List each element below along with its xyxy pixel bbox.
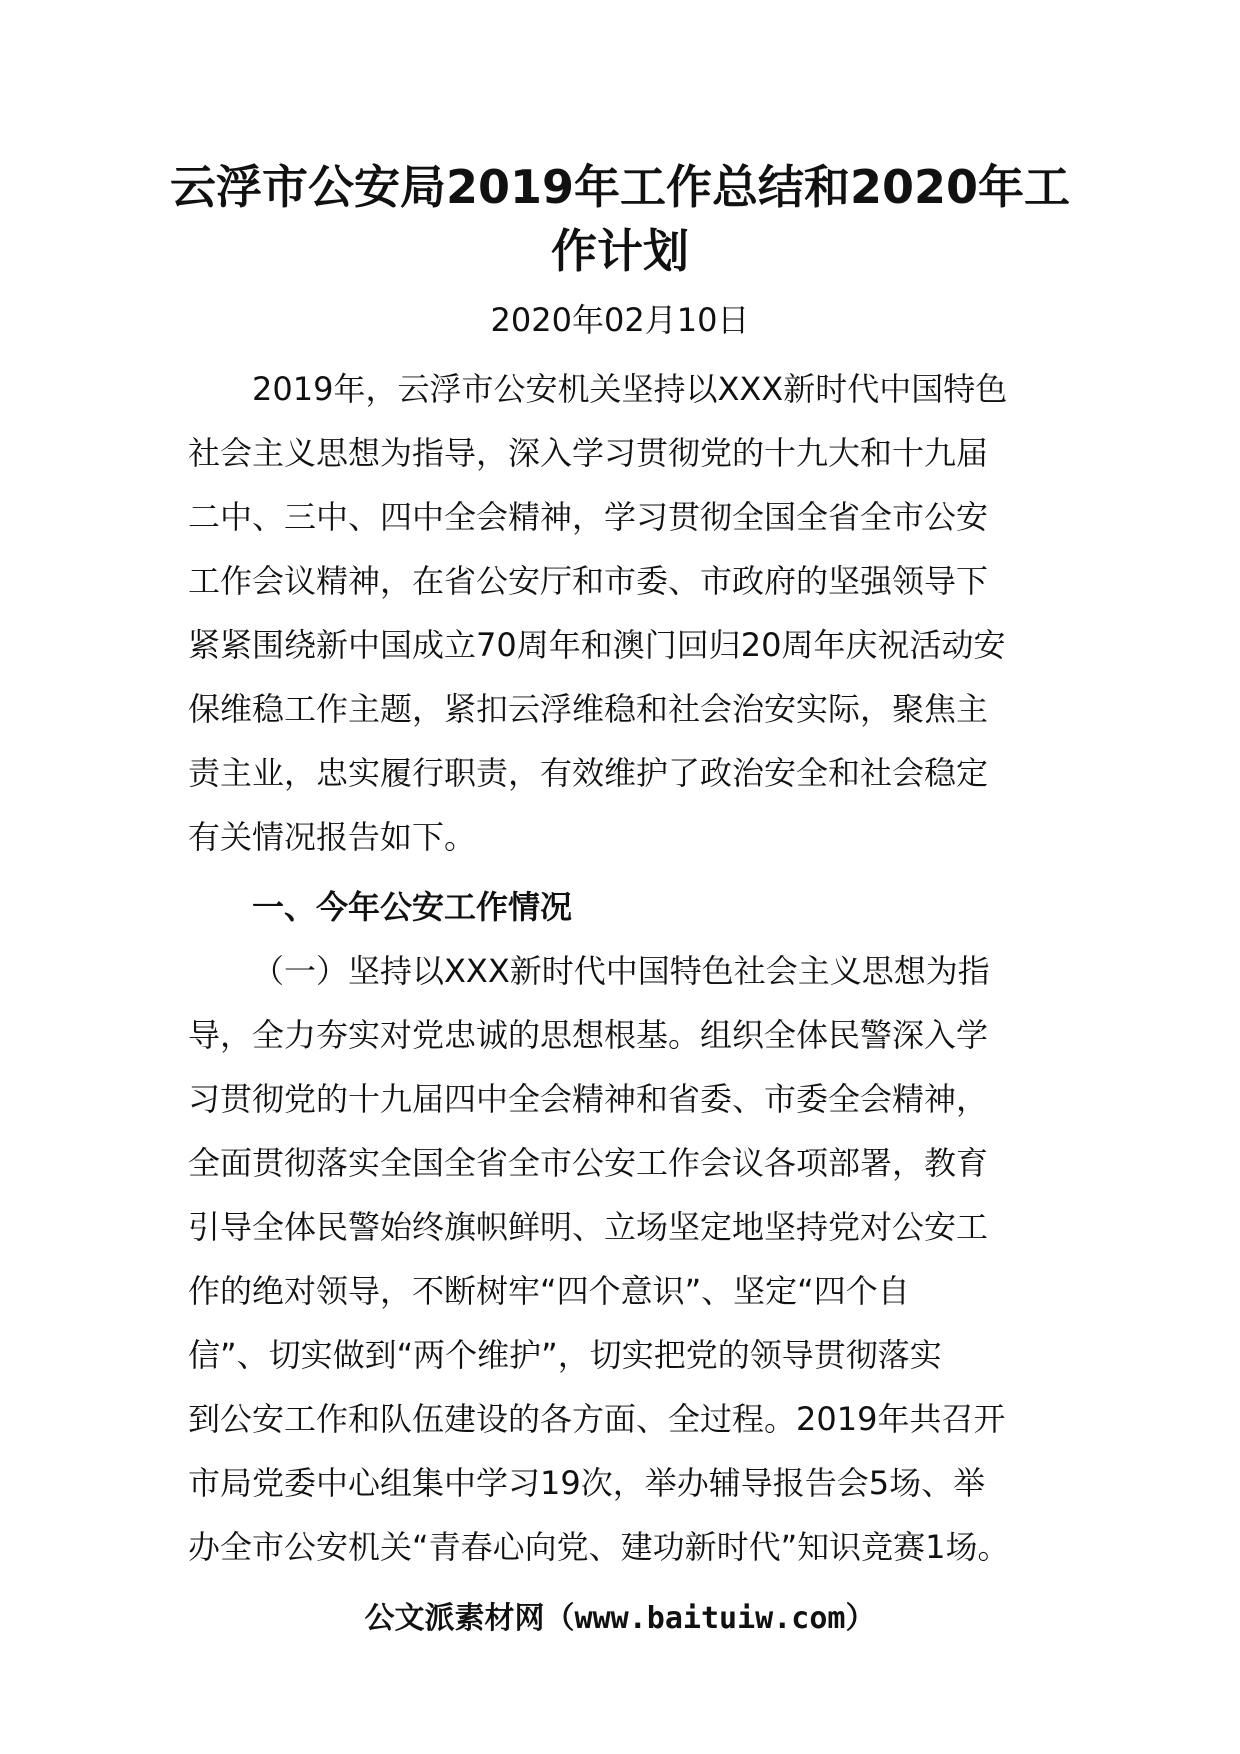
paragraph-line: 有关情况报告如下。 <box>188 818 477 856</box>
paragraph-line: 保维稳工作主题，紧扣云浮维稳和社会治安实际，聚焦主 <box>188 690 989 728</box>
document-date: 2020年02月10日 <box>490 301 750 339</box>
paragraph-line: 作的绝对领导，不断树牢“四个意识”、坚定“四个自 <box>188 1272 910 1310</box>
paragraph-line: 信”、切实做到“两个维护”，切实把党的领导贯彻落实 <box>188 1336 942 1374</box>
paragraph-line: 社会主义思想为指导，深入学习贯彻党的十九大和十九届 <box>188 434 989 472</box>
title-line-1: 云浮市公安局2019年工作总结和2020年工 <box>169 160 1071 214</box>
paragraph-line: 导，全力夯实对党忠诚的思想根基。组织全体民警深入学 <box>188 1016 989 1054</box>
section-heading: 一、今年公安工作情况 <box>252 888 573 926</box>
footer-url: （www.baituiw.com） <box>544 1601 876 1636</box>
paragraph-line: 二中、三中、四中全会精神，学习贯彻全国全省全市公安 <box>188 498 989 536</box>
paragraph-line: 办全市公安机关“青春心向党、建功新时代”知识竞赛1场。 <box>188 1528 1010 1566</box>
paragraph-line: 工作会议精神，在省公安厅和市委、市政府的坚强领导下 <box>188 562 989 600</box>
paragraph-line: 引导全体民警始终旗帜鲜明、立场坚定地坚持党对公安工 <box>188 1208 989 1246</box>
paragraph-line: 市局党委中心组集中学习19次，举办辅导报告会5场、举 <box>188 1464 986 1502</box>
paragraph-line: 紧紧围绕新中国成立70周年和澳门回归20周年庆祝活动安 <box>188 626 1006 664</box>
page-footer <box>150 1594 1090 1644</box>
document-title <box>150 155 1090 283</box>
footer-site-name: 公文派素材网 <box>364 1601 545 1636</box>
paragraph-line: 责主业，忠实履行职责，有效维护了政治安全和社会稳定 <box>188 754 989 792</box>
paragraph-line: 全面贯彻落实全国全省全市公安工作会议各项部署，教育 <box>188 1144 989 1182</box>
paragraph-line: 习贯彻党的十九届四中全会精神和省委、市委全会精神， <box>188 1080 989 1118</box>
title-line-2: 作计划 <box>551 224 689 278</box>
intro-paragraph <box>188 357 1068 869</box>
section-paragraph <box>188 939 1068 1579</box>
paragraph-line: （一）坚持以XXX新时代中国特色社会主义思想为指 <box>252 952 990 990</box>
paragraph-line: 到公安工作和队伍建设的各方面、全过程。2019年共召开 <box>188 1400 1006 1438</box>
paragraph-line: 2019年，云浮市公安机关坚持以XXX新时代中国特色 <box>252 370 1008 408</box>
